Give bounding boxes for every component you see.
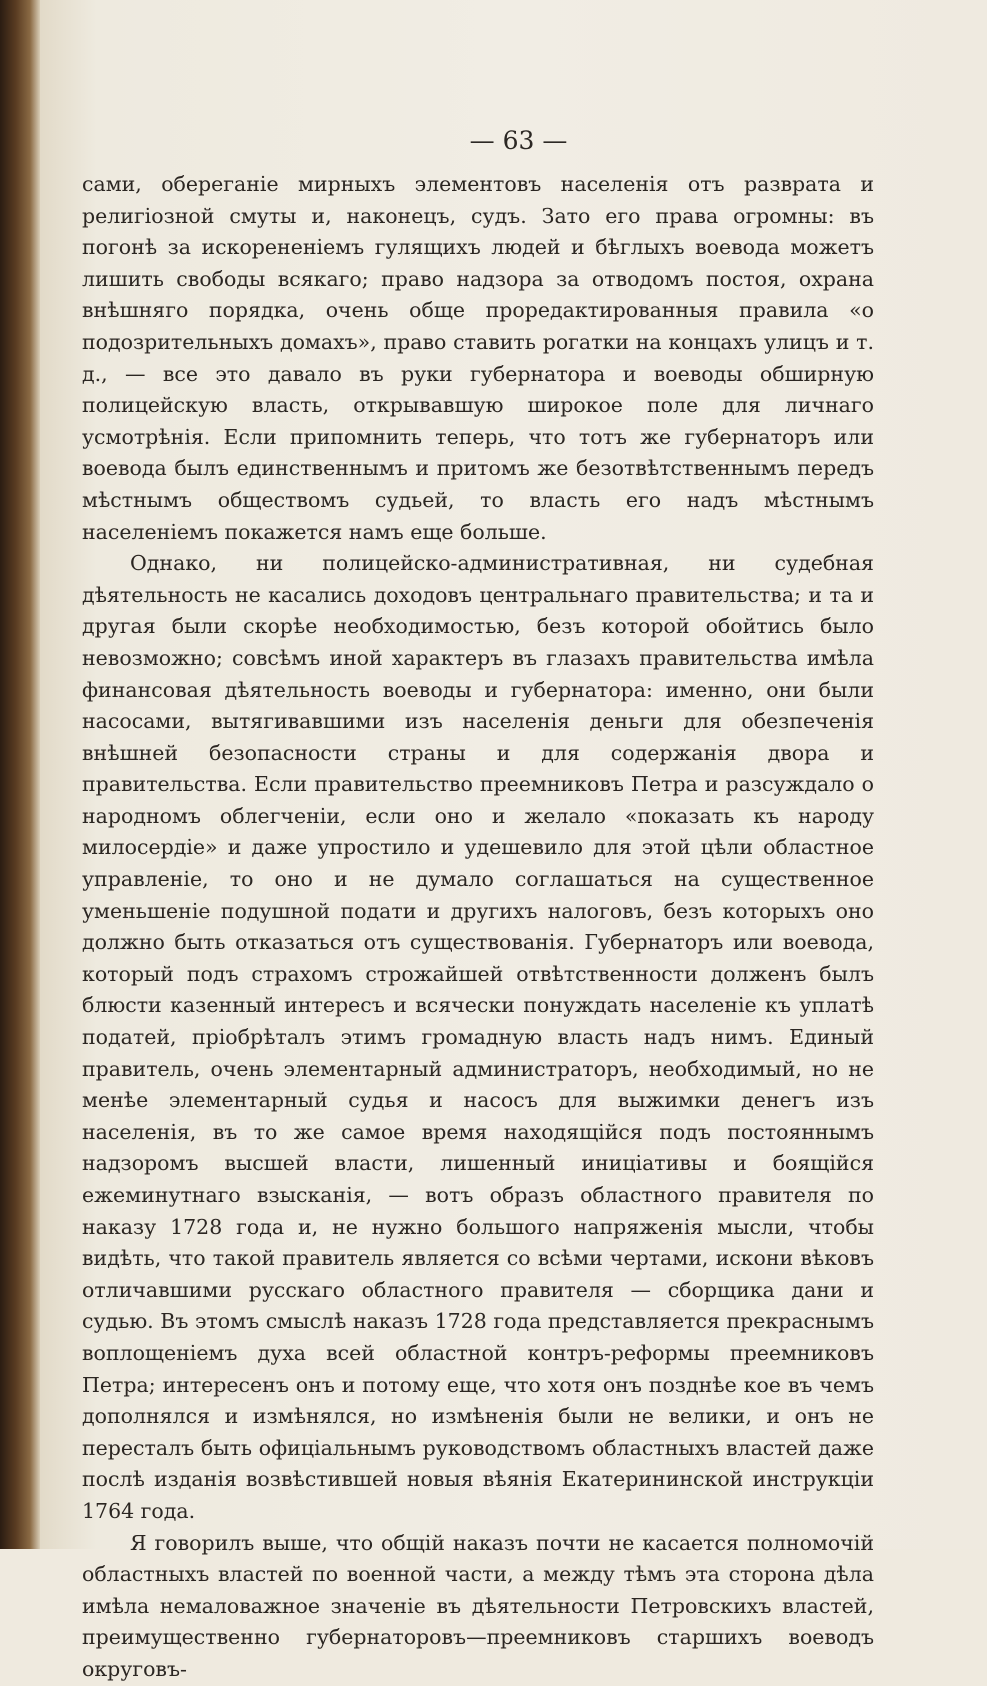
book-page xyxy=(40,0,987,1681)
page-body xyxy=(82,169,874,1686)
page-number: — 63 — xyxy=(469,126,568,155)
paragraph-1: сами, обереганіе мирныхъ элементовъ населенія отъ разврата и религіозной смуты и, наконецъ, судъ. Зато его права огромны: въ погонѣ за искорененіемъ гулящихъ людей и бѣглыхъ воевода можетъ лишить свободы всякаго; право надзора за отводомъ постоя, охрана внѣшняго порядка, очень обще проредактированныя правила «о подозрительныхъ домахъ», право ставить рогатки на концахъ улицъ и т. д., — все это давало въ руки губернатора и воеводы обширную полицейскую власть, открывавшую широкое поле для личнаго усмотрѣнія. Если припомнить теперь, что тотъ же губернаторъ или воевода былъ единственнымъ и притомъ же безотвѣтственнымъ передъ мѣстнымъ обществомъ судьей, то власть его надъ мѣстнымъ населеніемъ покажется намъ еще больше. xyxy=(82,172,874,544)
paragraph-3: Я говорилъ выше, что общій наказъ почти не касается полномочій областныхъ властей по военной части, а между тѣмъ эта сторона дѣла имѣла немаловажное значеніе въ дѣятельности Петровскихъ властей, преимущественно губернаторовъ—преемниковъ старшихъ воеводъ округовъ- xyxy=(82,1530,874,1681)
paragraph-2: Однако, ни полицейско-административная, ни судебная дѣятельность не касались доходовъ центральнаго правительства; и та и другая были скорѣе необходимостью, безъ которой обойтись было невозможно; совсѣмъ иной характеръ въ глазахъ правительства имѣла финансовая дѣятельность воеводы и губернатора: именно, они были насосами, вытягивавшими изъ населенія деньги для обезпеченія внѣшней безопасности страны и для содержанія двора и правительства. Если правительство преемниковъ Петра и разсуждало о народномъ облегченіи, если оно и желало «показать къ народу милосердіе» и даже упростило и удешевило для этой цѣли областное управленіе, то оно и не думало соглашаться на существенное уменьшеніе подушной подати и другихъ налоговъ, безъ которыхъ оно должно быть отказаться отъ существованія. Губернаторъ или воевода, который подъ страхомъ строжайшей отвѣтственности долженъ былъ блюсти казенный интересъ и всячески понуждать населеніе къ уплатѣ податей, пріобрѣталъ этимъ громадную власть надъ нимъ. Единый правитель, очень элементарный администраторъ, необходимый, но не менѣе элементарный судья и насосъ для выжимки денегъ изъ населенія, въ то же самое время находящійся подъ постояннымъ надзоромъ высшей власти, лишенный иниціативы и боящійся ежеминутнаго взысканія, — вотъ образъ областного правителя по наказу 1728 года и, не нужно большого напряженія мысли, чтобы видѣть, что такой правитель является со всѣми чертами, искони вѣковъ отличавшими русскаго областного правителя — сборщика дани и судью. Въ этомъ смыслѣ наказъ 1728 года представляется прекраснымъ воплощеніемъ духа всей областной контръ-реформы преемниковъ Петра; интересенъ онъ и потому еще, что хотя онъ позднѣе кое въ чемъ дополнялся и измѣнялся, но измѣненія были не велики, и онъ не пересталъ быть офиціальнымъ руководствомъ областныхъ властей даже послѣ изданія возвѣстившей новыя вѣянія Екатерининской инструкціи 1764 года. xyxy=(82,551,874,1523)
book-spine xyxy=(0,0,40,1549)
